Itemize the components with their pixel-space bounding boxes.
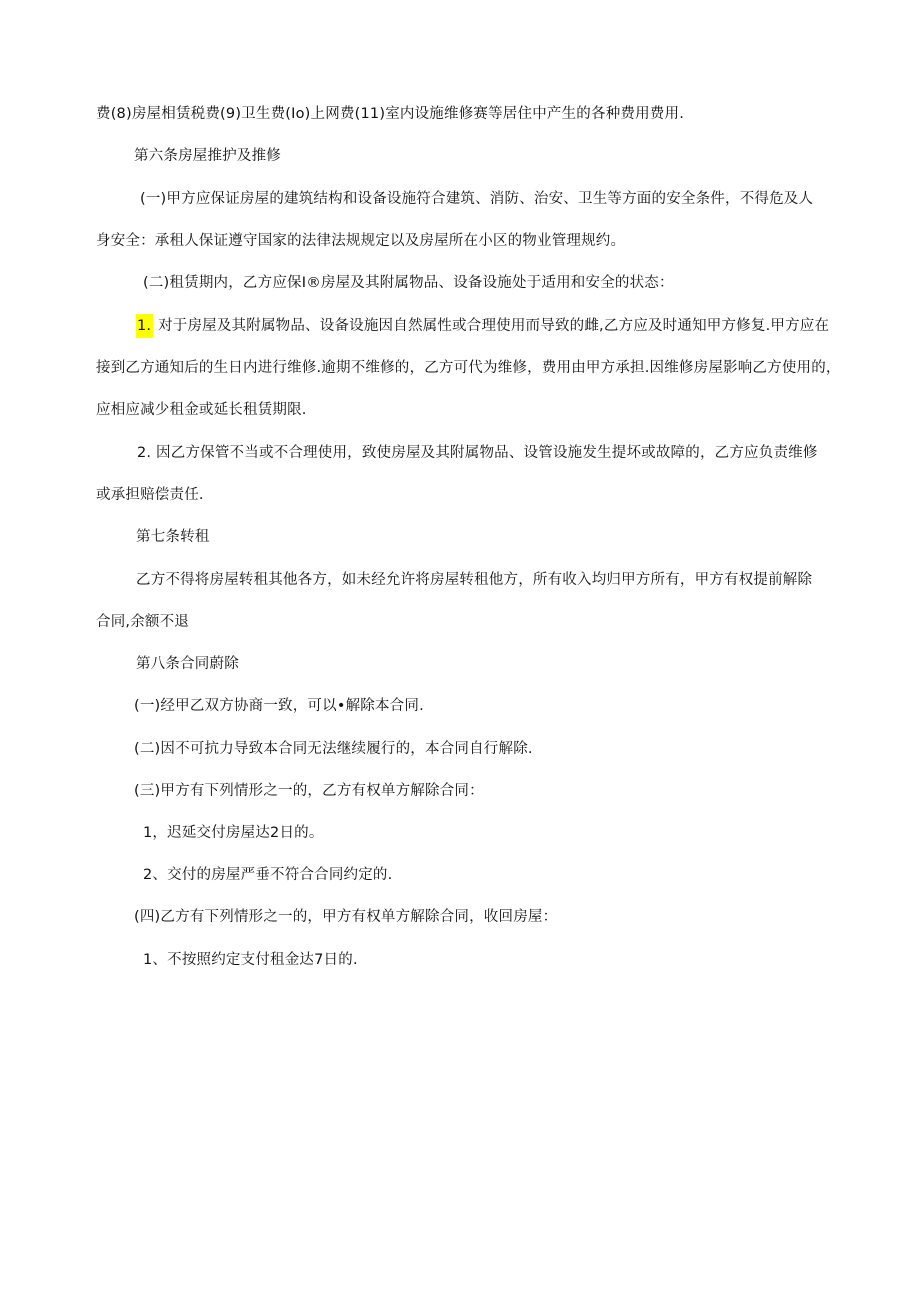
paragraph-7-line-2: 合同,余额不退 [96,614,190,630]
paragraph-6-2-item-1-line-3: 应相应减少租金或延长租赁期限. [96,402,307,418]
paragraph-8-4-item-1: 1、不按照约定支付租金达7日的. [143,952,358,968]
paragraph-6-2-item-2-line-2: 或承担赔偿责任. [96,487,204,503]
paragraph-8-2: (二)因不可抗力导致本合同无法继续履行的，本合同自行解除. [134,741,533,757]
paragraph-8-3: (三)甲方有下列情形之一的，乙方有权单方解除合同： [134,783,484,799]
paragraph-8-3-item-1: 1，迟延交付房屋达2日的。 [143,825,324,841]
paragraph-6-1-line-2: 身安全：承租人保证遵守国家的法律法规规定以及房屋所在小区的物业管理规约。 [96,233,626,249]
highlighted-item-number: 1. [136,314,153,338]
paragraph-6-1-line-1: (一)甲方应保证房屋的建筑结构和设备设施符合建筑、消防、治安、卫生等方面的安全条件，不得危及人 [140,191,814,207]
paragraph-6-2-item-2-line-1: 2. 因乙方保管不当或不合理使用，致使房屋及其附属物品、设管设施发生提坏或故障的，乙方应负责维修 [137,445,818,461]
paragraph-6-2-item-1-line-2: 接到乙方通知后的生日内进行维修.逾期不维修的，乙方可代为维修，费用由甲方承担.因维修房屋影响乙方使用的， [96,360,841,376]
paragraph-8-1: (一)经甲乙双方协商一致，可以•解除本合同. [134,698,424,714]
paragraph-6-2-item-1-line-1 [136,316,829,336]
heading-article-8: 第八条合同蔚除 [136,656,239,672]
paragraph-8-4: (四)乙方有下列情形之一的，甲方有权单方解除合同，收回房屋： [134,909,558,925]
heading-article-7: 第七条转租 [136,529,210,545]
paragraph-7-line-1: 乙方不得将房屋转租其他各方，如未经允许将房屋转租他方，所有收入均归甲方所有，甲方有权提前解除 [136,572,813,588]
heading-article-6: 第六条房屋推护及推修 [134,148,281,164]
paragraph-6-2: (二)租赁期内，乙方应保I®房屋及其附属物品、设备设施处于适用和安全的状态： [143,275,674,291]
paragraph-fees-continued: 费(8)房屋相赁税费(9)卫生费(Io)上网费(11)室内设施维修赛等居住中产生的各种费用费用. [96,106,685,122]
item-1-text: 对于房屋及其附属物品、设备设施因自然属性或合理使用而导致的雌,乙方应及时通知甲方修复.甲方应在 [158,318,830,334]
paragraph-8-3-item-2: 2、交付的房屋严垂不符合合同约定的. [143,867,393,883]
